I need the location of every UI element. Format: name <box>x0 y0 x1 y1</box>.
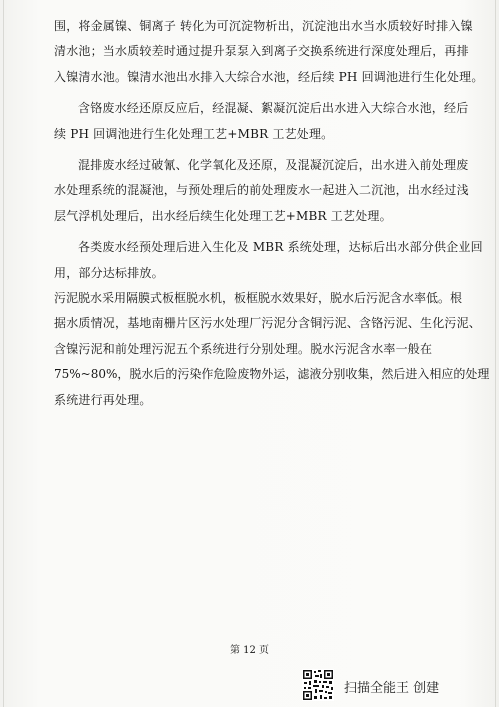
scanner-watermark <box>302 669 452 701</box>
body-text <box>54 14 490 413</box>
text-line: 污泥脱水采用隔膜式板框脱水机，板框脱水效果好，脱水后污泥含水率低。根 <box>54 291 463 306</box>
qr-code-icon <box>302 669 334 701</box>
page-number: 第 12 页 <box>229 645 270 656</box>
text-line: 水处理系统的混凝池，与预处理后的前处理废水一起进入二沉池，出水经过浅 <box>54 183 469 198</box>
text-line: 含镍污泥和前处理污泥五个系统进行分别处理。脱水污泥含水率一般在 <box>54 341 433 356</box>
text-line: 续 PH 回调池进行生化处理工艺+MBR 工艺处理。 <box>54 126 334 141</box>
watermark-text: 扫描全能王 创建 <box>344 681 440 696</box>
text-line: 用，部分达标排放。 <box>54 265 164 280</box>
text-line: 各类废水经预处理后进入生化及 MBR 系统处理，达标后出水部分供企业回 <box>78 240 483 255</box>
text-line: 含铬废水经还原反应后，经混凝、絮凝沉淀后出水进入大综合水池，经后 <box>78 101 469 116</box>
scan-edge-right <box>495 0 496 707</box>
text-line: 围，将金属镍、铜离子 转化为可沉淀物析出，沉淀池出水当水质较好时排入镍 <box>54 19 473 33</box>
text-line: 系统进行再处理。 <box>54 392 152 407</box>
text-line: 入镍清水池。镍清水池出水排入大综合水池，经后续 PH 回调池进行生化处理。 <box>54 69 484 84</box>
scan-edge-left <box>3 0 4 707</box>
text-line: 清水池；当水质较差时通过提升泵泵入到离子交换系统进行深度处理后，再排 <box>54 44 469 59</box>
text-line: 据水质情况，基地南栅片区污水处理厂污泥分含铜污泥、含铬污泥、生化污泥、 <box>54 316 482 331</box>
text-line: 混排废水经过破氰、化学氧化及还原，及混凝沉淀后，出水进入前处理废 <box>78 158 469 173</box>
text-line: 层气浮机处理后，出水经后续生化处理工艺+MBR 工艺处理。 <box>54 208 392 223</box>
text-line: 75%~80%，脱水后的污染作危险废物外运，滤液分别收集，然后进入相应的处理 <box>54 367 490 382</box>
